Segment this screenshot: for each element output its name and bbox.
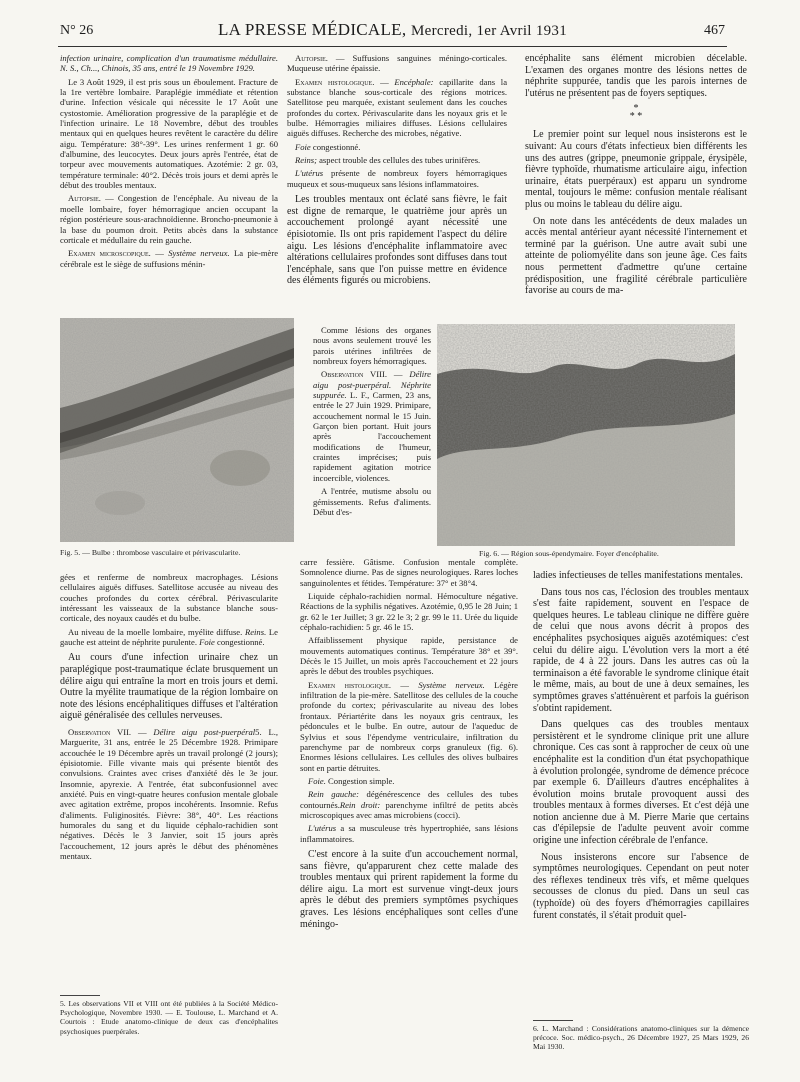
emphasis: Rein droit: xyxy=(339,799,381,810)
column-1-top xyxy=(60,53,278,272)
paragraph: Examen microscopique. — Système nerveux. La pie-mère cérébrale est le siège de suffusions ménin- xyxy=(60,248,279,269)
section-label: Examen histologique. xyxy=(295,76,375,87)
paragraph xyxy=(300,789,518,820)
emphasis: Reins; xyxy=(295,155,317,166)
emphasis: Délire aigu post-puerpéral xyxy=(153,726,256,737)
paragraph-text: capillarite dans la substance blanche sous-corticale des régions motrices. Satellitose peu marquée, existant seulement dans les couches profondes du cortex. Périvascularite dans les noyaux gris et le bulbe. Hémorragies miliaires diffuses. Lésions cellulaires aiguës diffuses. Recherche des microbes, négative. xyxy=(287,76,508,139)
paragraph: A l'entrée, mutisme absolu ou gémissements. Refus d'aliments. Début d'es- xyxy=(313,486,431,517)
paragraph-text: — Congestion de l'encéphale. Au niveau de la moelle lombaire, foyer hémorragique ancien occupant la région postérieure sous-arachnoïdienne. Broncho-pneumonie à la base du poumon droit. Petits abcès dans la substance corticale et médullaire du rein gauche. xyxy=(60,193,278,245)
section-label: Examen histologique. xyxy=(308,679,391,690)
header-rule xyxy=(58,46,727,47)
section-label: Observation VIII. xyxy=(321,369,387,380)
paragraph-text: congestionné. xyxy=(214,637,265,648)
section-label: Autopsie. xyxy=(295,53,328,63)
journal-name: LA PRESSE MÉDICALE, xyxy=(217,20,407,39)
paragraph: Au cours d'une infection urinaire chez un paraplégique post-traumatique éclate brusquement un délire aigu qui entraîne la mort en trois jours et demi. Outre la myélite traumatique de la région lombaire on note des lésions encéphalitiques diffuses et l'altération aiguë généralisée des cellules nerveuses. xyxy=(60,652,278,722)
paragraph-text: congestionné. xyxy=(310,141,361,152)
footnote-rule xyxy=(60,995,100,996)
paragraph-text: parenchyme infiltré de petits abcès microscopiques avec amas microbiens (cocci). xyxy=(300,799,518,820)
paragraph-text: Au niveau de la moelle lombaire, myélite diffuse. xyxy=(68,626,243,637)
paragraph: Examen histologique. — Encéphale: capillarite dans la substance blanche sous-corticale des régions motrices. Satellitose peu marquée, existant seulement dans les couches profondes du cortex. Périvascularite dans les noyaux gris et le bulbe. Hémorragies miliaires diffuses. Lésions cellulaires aiguës diffuses. Recherche des microbes, négative. xyxy=(287,76,508,139)
paragraph: Affaiblissement physique rapide, persistance de mouvements automatiques continus. Température 38° et 39°. Décès le 15 Juillet, un mois après l'accouchement et 22 jours après le début des troubles psychiques. xyxy=(300,635,518,677)
footnote-rule xyxy=(533,1020,573,1021)
emphasis: Reins. xyxy=(244,626,267,637)
emphasis: Foie xyxy=(199,637,215,648)
emphasis: Rein gauche: xyxy=(308,789,359,800)
section-separator: * * * xyxy=(629,103,643,123)
paragraph xyxy=(287,168,507,189)
issue-number: N° 26 xyxy=(60,23,94,38)
paragraph: gées et renferme de nombreux macrophages. Lésions cellulaires aiguës diffuses. Satellitose accusée au niveau des couches profondes du cortex cérébral. Périvascularite intéressant les vaisseaux de la substance blanche sous-corticale, des noyaux caudés et du bulbe. xyxy=(60,572,278,624)
column-1-bottom xyxy=(60,572,278,864)
paragraph: Examen histologique. — Système nerveux. Légère infiltration de la pie-mère. Satellitose des cellules de la couche profonde du cortex; périvascularite au niveau des lobes frontaux. Périartérite dans les noyaux gris centraux, les pédoncules et le bulbe. En outre, autour de l'aqueduc de Sylvius et sous l'épendyme ventriculaire, infiltration du parenchyme par de nombreux corps granuleux (fig. 6). Enormes lésions cellulaires. Les cellules des olives bulbaires sont en partie détruites. xyxy=(300,679,518,773)
paragraph: carre fessière. Gâtisme. Confusion mentale complète. Somnolence diurne. Pas de signes neurologiques. Rares loches sanguinolentes et fétides. Température: 37° et 38°4. xyxy=(300,557,518,588)
paragraph: Observation VII. — Délire aigu post-puerpéral5. L., Marguerite, 31 ans, entrée le 25 Décembre 1928. Primipare accouchée le 19 Décembre après un travail prolongé (2 jours); épisiotomie. Fille vivante mais qui présente bientôt des convulsions. Craintes avec crises d'anxiété dès le 3e jour. Insomnie, apyrexie. A l'entrée, état subconfusionnel avec anxiété. Puis en vingt-quatre heures confusion mentale globale avec agitation extrême, propos incohérents. Insomnie. Refus d'aliments. Fuliginosités. Fièvre: 38°, 40°. Les réactions humorales du sang et du liquide céphalo-rachidien sont négatives. Décès le 3 Janvier, soit 15 jours après l'accouchement, 12 jours après le début des phénomènes mentaux. xyxy=(60,726,278,862)
paragraph: Le 3 Août 1929, il est pris sous un éboulement. Fracture de la 1re vertèbre lombaire. Paraplégie immédiate et rétention d'urine. Infection vésicale qui nécessite le 17 Août une cystostomie. Amélioration progressive de la paraplégie et de l'infection urinaire. Le 18 Novembre, début des troubles mentaux qui en quelques heures revêtent le caractère du délire aigu. Température: 38°-39°. Les urines renferment 1 gr. 60 d'albumine, des leucocytes. Deux jours après l'entrée, état de torpeur avec mouvements automatiques. Azotémie: 2 gr. 03, température terminale: 40°2. Décès trois jours et demi après le début des troubles mentaux. xyxy=(60,76,278,191)
column-2-wrapped-text xyxy=(313,325,431,520)
emphasis: Foie xyxy=(295,141,311,152)
paragraph-text: Congestion simple. xyxy=(325,775,395,786)
emphasis: L'utérus xyxy=(295,168,324,179)
footnote-6: 6. L. Marchand : Considérations anatomo-cliniques sur la démence précoce. Soc. médico-psych., 26 Décembre 1927, 25 Mars 1929, 26 Mai 1930. xyxy=(533,1024,749,1052)
paragraph-text: Le gauche est atteint de néphrite purulente. xyxy=(60,626,278,648)
paragraph xyxy=(287,142,507,152)
column-3-bottom xyxy=(533,570,749,926)
paragraph xyxy=(300,776,518,786)
paragraph xyxy=(300,823,518,844)
section-label: Examen microscopique. xyxy=(68,248,151,259)
paragraph: Nous insisterons encore sur l'absence de symptômes neurologiques. Cependant on peut noter des réflexes tendineux très vifs, et même quelques secousses de clonus du pied. Dans un seul cas (typhoïde) où des foyers d'hémorragies capillaires furent constatés, il s'était produit quel- xyxy=(533,851,749,921)
paragraph: Liquide céphalo-rachidien normal. Hémoculture négative. Réactions de la syphilis négatives. Azotémie, 0,95 le 28 Juin; 1 gr. 62 le 1er Juillet; 3 gr. 22 le 3; 2 gr. 99 le 11. Urée du liquide céphalo-rachidien: 5 gr. 46 le 15. xyxy=(300,591,518,633)
paragraph: Dans quelques cas des troubles mentaux persistèrent et le syndrome clinique prit une allure chronique. Ces cas sont à rapprocher de ceux où une encéphalite est la condition d'un état psychopathique à évolution prolongée, syndrome de démence précoce par exemple 6. D'ailleurs d'autres encéphalites à évolution moins brutale provoquent aussi des troubles mentaux à formes diverses. Et c'est déjà une notion ancienne due à M. Pierre Marie que certains cas d'épilepsie de l'adulte peuvent avoir comme origine une infection cérébrale de l'enfance. xyxy=(533,719,749,847)
page-number: 467 xyxy=(704,23,725,38)
paragraph: Observation VIII. — Délire aigu post-puerpéral. Néphrite suppurée. L. F., Carmen, 23 ans, entrée le 27 Juin 1929. Primipare, accouchement normal le 15 Juin. Garçon bien portant. Huit jours après l'accouchement modifications de l'humeur, craintes imprécises; puis rapidement agitation motrice incoercible, violences. xyxy=(313,369,431,483)
paragraph: On note dans les antécédents de deux malades un accès mental antérieur ayant nécessité l'internement et terminé par la guérison. Une autre avait subi une atteinte de poliomyélite dans son jeune âge. Ces faits nous permettent d'admettre qu'une certaine prédisposition, une fragilité cérébrale particulière favorise au cours de ma- xyxy=(525,215,747,297)
paragraph xyxy=(60,627,278,648)
paragraph: ladies infectieuses de telles manifestations mentales. xyxy=(533,570,743,581)
paragraph: Le premier point sur lequel nous insisterons est le suivant: Au cours d'états infectieux bien différents les uns des autres (grippe, pneumonie grippale, érysipèle, fièvre typhoïde, rhumatisme articulaire aigu, infection urinaire, états puerpéraux) est apparu un syndrome mental, toujours le même: confusion mentale réalisant plus ou moins le tableau du délire aigu. xyxy=(525,129,747,210)
paragraph: infection urinaire, complication d'un traumatisme médullaire. N. S., Ch..., Chinois, 35 ans, entré le 19 Novembre 1929. xyxy=(60,53,278,74)
figure-6-caption: Fig. 6. — Région sous-épendymaire. Foyer d'encéphalite. xyxy=(479,549,659,558)
paragraph-text: aspect trouble des cellules des tubes urinifères. xyxy=(316,155,481,166)
paragraph-text: 5. L., Marguerite, 31 ans, entrée le 25 Décembre 1928. Primipare accouchée le 19 Décembre après un travail prolongé (2 jours); épisiotomie. Fille vivante mais qui présente bientôt des convulsions. Craintes avec crises d'anxiété dès le 3e jour. Insomnie, apyrexie. A l'entrée, état subconfusionnel avec anxiété. Puis en vingt-quatre heures confusion mentale globale avec agitation extrême, propos incohérents. Insomnie. Refus d'aliments. Fuliginosités. Fièvre: 38°, 40°. Les réactions humorales du sang et du liquide céphalo-rachidien sont négatives. Décès le 3 Janvier, soit 15 jours après l'accouchement, 12 jours après le début des phénomènes mentaux. xyxy=(60,726,278,862)
section-label: Autopsie. xyxy=(68,193,101,204)
emphasis: Système nerveux. xyxy=(168,248,230,259)
paragraph-text: présente de nombreux foyers hémorragiques muqueux et sous-muqueux sans lésions inflammatoires. xyxy=(287,168,507,189)
paragraph-text: L. F., Carmen, 23 ans, entrée le 27 Juin 1929. Primipare, accouchement normal le 15 Juin. Garçon bien portant. Huit jours après l'accouchement modifications de l'humeur, craintes imprécises; puis rapidement agitation motrice incoercible, violences. xyxy=(313,390,431,483)
paragraph-text: La pie-mère cérébrale est le siège de suffusions ménin- xyxy=(60,248,279,269)
emphasis: L'utérus xyxy=(308,823,337,834)
footnote-5: 5. Les observations VII et VIII ont été publiées à la Société Médico-Psychologique, Novembre 1930. — E. Toulouse, L. Marchand et A. Courtois : Etude anatomo-clinique de deux cas d'encéphalites psychosiques puerpérales. xyxy=(60,999,278,1036)
figure-5-micrograph xyxy=(60,318,294,542)
issue-date: Mercredi, 1er Avril 1931 xyxy=(410,23,568,39)
figure-6-micrograph xyxy=(437,324,735,546)
paragraph-text: Légère infiltration de la pie-mère. Satellitose des cellules de la couche profonde du cortex; périvascularite au niveau des lobes frontaux. Périartérite dans les noyaux gris centraux, les pédoncules et le bulbe. En outre, autour de l'aqueduc de Sylvius et sous l'épendyme ventriculaire, infiltration du parenchyme par de nombreux corps granuleux (fig. 6). Enormes lésions cellulaires. Les cellules des olives bulbaires sont en partie détruites. xyxy=(300,679,518,773)
paragraph-text: — Suffusions sanguines méningo-corticales. Muqueuse utérine épaissie. xyxy=(287,53,507,74)
journal-title-line xyxy=(60,20,725,40)
paragraph: C'est encore à la suite d'un accouchement normal, sans fièvre, qu'apparurent chez cette malade des troubles mentaux qui prirent rapidement la forme du délire aigu. La mort est survenue vingt-deux jours après le début des premiers symptômes psychiques graves. Les lésions encéphaliques sont celles d'une méningo- xyxy=(300,848,518,930)
column-2-top xyxy=(287,53,507,292)
paragraph xyxy=(287,53,507,74)
emphasis: Encéphale: xyxy=(394,76,434,87)
paragraph: Les troubles mentaux ont éclaté sans fièvre, le fait est digne de remarque, le quatrième jour après un accouchement prolongé ayant nécessité une épisiotomie. Ils ont pris rapidement l'aspect du délire aigu. Les lésions d'encéphalite inflammatoire avec altérations cellulaires profondes sont diffuses dans tout l'encéphale, sans que l'on puisse mettre en évidence des éléments figurés ou microbiens. xyxy=(287,194,507,287)
paragraph xyxy=(60,193,278,245)
emphasis: Délire aigu post-puerpéral. Néphrite suppurée. xyxy=(313,369,431,401)
figure-5-caption: Fig. 5. — Bulbe : thrombose vasculaire et périvascularite. xyxy=(60,548,241,557)
paragraph: encéphalite sans élément microbien décelable. L'examen des organes montre des lésions nettes de néphrite suppurée, tandis que les parois internes de l'utérus ne présentent pas de foyers septiques. xyxy=(525,53,747,99)
paragraph-text: a sa musculeuse très hypertrophiée, sans lésions inflammatoires. xyxy=(300,823,518,844)
paragraph xyxy=(287,155,507,165)
column-2-bottom xyxy=(300,557,518,935)
column-3-top xyxy=(525,53,747,302)
emphasis: Système nerveux. xyxy=(418,679,485,690)
emphasis: Foie. xyxy=(308,775,326,786)
paragraph: Comme lésions des organes nous avons seulement trouvé les parois utérines infiltrées de nombreux foyers hémorragiques. xyxy=(313,325,431,367)
paragraph-text: dégénérescence des cellules des tubes contournés. xyxy=(300,789,519,810)
page-header xyxy=(60,20,725,46)
paragraph: Dans tous nos cas, l'éclosion des troubles mentaux s'est faite rapidement, souvent en l'espace de quelques heures. Le tableau clinique ne diffère guère de celui que nous avons décrit à propos des encéphalites psychosiques aiguës azotémiques: c'est celui du délire aigu. L'évolution vers la mort a été rapide, de 4 à 22 jours. Dans les autres cas où la terminaison a été favorable le syndrome clinique était le même, mais, au bout de une à deux semaines, les symptômes graves s'atténuèrent et parfois la guérison s'obtint rapidement. xyxy=(533,586,749,714)
section-label: Observation VII. xyxy=(68,726,132,737)
